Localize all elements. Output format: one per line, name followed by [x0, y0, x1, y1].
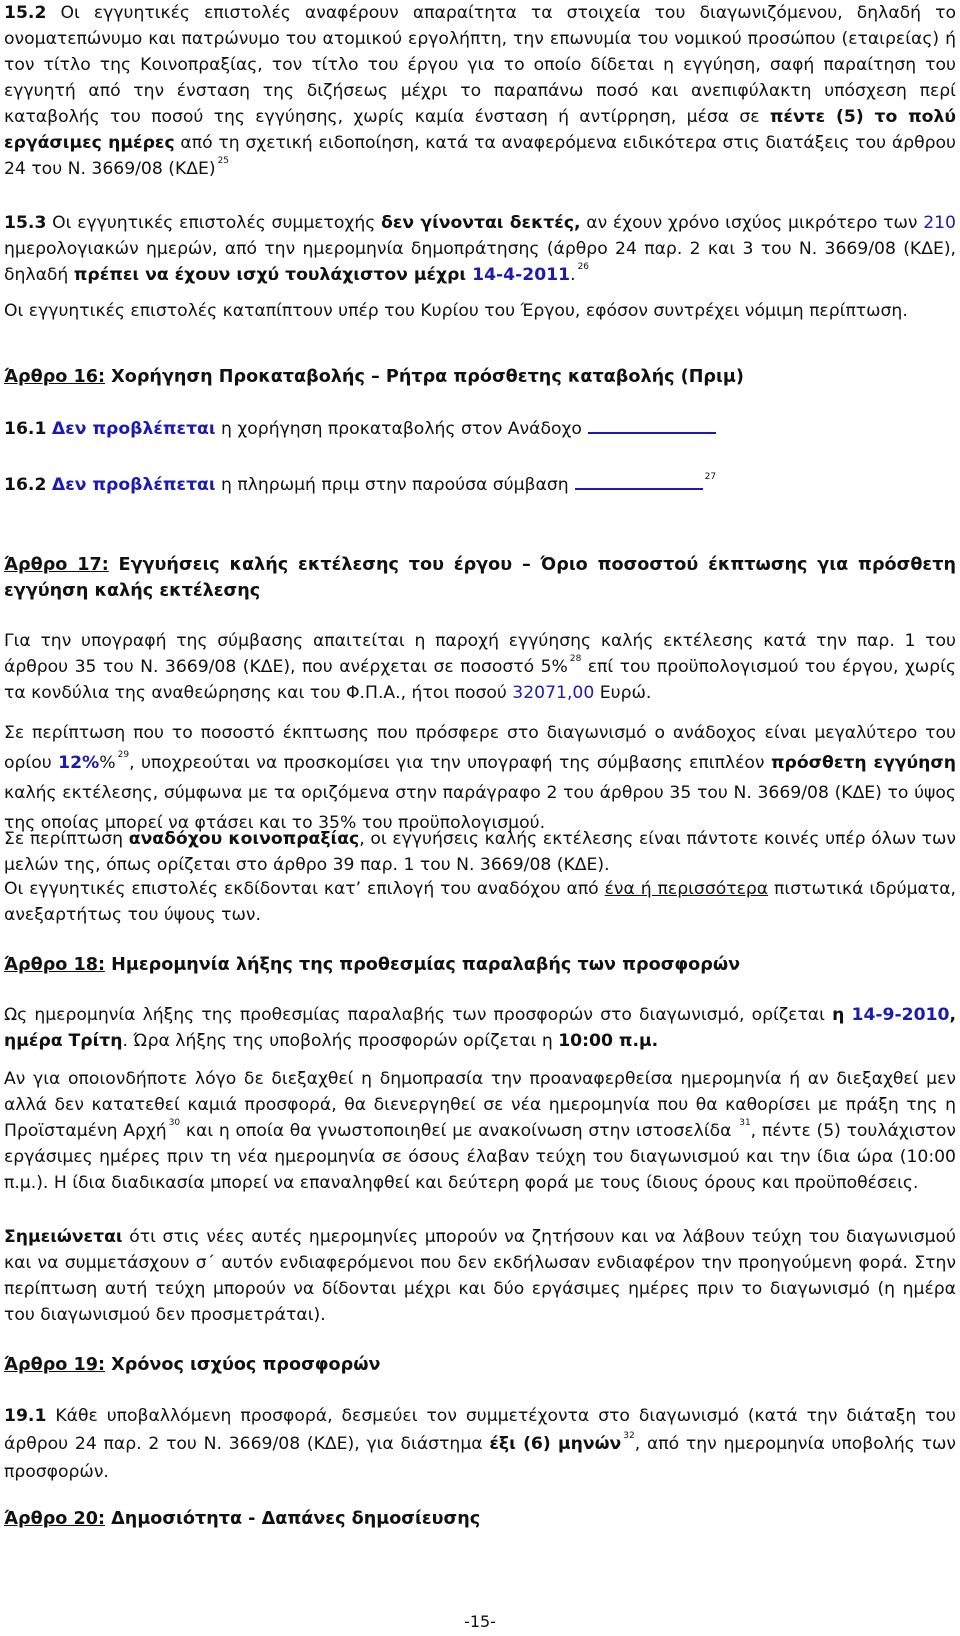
footnote-ref-27: 27 — [704, 472, 717, 483]
footnote-ref-30: 30 — [168, 1118, 181, 1129]
paragraph-16-1: 16.1 Δεν προβλέπεται η χορήγηση προκαταβολής στον Ανάδοχο — [4, 416, 956, 442]
article-17-heading: Άρθρο 17: Εγγυήσεις καλής εκτέλεσης του έργου – Όριο ποσοστού έκπτωσης για πρόσθετη εγγύηση καλής εκτέλεσης — [4, 555, 956, 601]
footnote-ref-31: 31 — [739, 1118, 751, 1129]
paragraph-18-2: Αν για οποιονδήποτε λόγο δε διεξαχθεί η δημοπρασία την προαναφερθείσα ημερομηνία ή αν διεξαχθεί μεν αλλά δεν κατατεθεί καμιά προσφορά, θα διενεργηθεί σε νέα ημερομηνία που θα καθορίσει με πράξη της η Προϊσταμένη Αρχή $^{30}$ και η οποία θα γνωστοποιηθεί με ανακοίνωση στην ιστοσελίδα $^{31}$, πέντε (5) τουλάχιστον εργάσιμες ημέρες πριν τη νέα ημερομηνία σε όσους έλαβαν τεύχη του διαγωνισμού και την ίδια ώρα (10:00 π.μ.). Η ίδια διαδικασία μπορεί να επαναληφθεί και δεύτερη φορά με τους ίδιους όρους και προϋποθέσεις. — [4, 1069, 956, 1193]
paragraph-19-1: 19.1 Κάθε υποβαλλόμενη προσφορά, δεσμεύει τον συμμετέχοντα στο διαγωνισμό (κατά την διάταξη του άρθρου 24 παρ. 2 του Ν. 3669/08 (ΚΔΕ), για διάστημα έξι (6) μηνών $^{32}$, από την ημερομηνία υποβολής των προσφορών. — [4, 1406, 956, 1482]
paragraph-15-3: 15.3 Οι εγγυητικές επιστολές συμμετοχής δεν γίνονται δεκτές, αν έχουν χρόνο ισχύος μικρότερο των 210 ημερολογιακών ημερών, από την ημερομηνία δημοπράτησης (άρθρο 24 παρ. 2 και 3 του Ν. 3669/08 (ΚΔΕ), δηλαδή πρέπει να έχουν ισχύ τουλάχιστον μέχρι 14-4-2011. $^{26}$ — [4, 213, 956, 285]
footnote-ref-25: 25 — [217, 156, 230, 167]
article-19-heading: Άρθρο 19: Χρόνος ισχύος προσφορών — [4, 1355, 381, 1375]
article-16-heading: Άρθρο 16: Χορήγηση Προκαταβολής – Ρήτρα πρόσθετης καταβολής (Πριμ) — [4, 367, 744, 387]
blank-line — [575, 474, 703, 490]
paragraph-17-1: Για την υπογραφή της σύμβασης απαιτείται η παροχή εγγύησης καλής εκτέλεσης κατά την παρ. 1 του άρθρου 35 του Ν. 3669/08 (ΚΔΕ), που ανέρχεται σε ποσοστό 5% $^{28}$ επί του προϋπολογισμού του έργου, χωρίς τα κονδύλια της αναθεώρησης και του Φ.Π.Α., ήτοι ποσού 32071,00 Ευρώ. — [4, 631, 956, 703]
blank-line — [588, 418, 716, 434]
footnote-ref-29: 29 — [117, 750, 130, 761]
paragraph-forfeit: Οι εγγυητικές επιστολές καταπίπτουν υπέρ του Κυρίου του Έργου, εφόσον συντρέχει νόμιμη περίπτωση. — [4, 301, 908, 321]
footnote-ref-32: 32 — [623, 1431, 635, 1442]
page-number: -15- — [464, 1612, 496, 1631]
article-18-heading: Άρθρο 18: Ημερομηνία λήξης της προθεσμίας παραλαβής των προσφορών — [4, 955, 741, 975]
footnote-ref-28: 28 — [569, 654, 582, 665]
article-20-heading: Άρθρο 20: Δημοσιότητα - Δαπάνες δημοσίευσης — [4, 1509, 481, 1529]
paragraph-18-3: Σημειώνεται ότι στις νέες αυτές ημερομηνίες μπορούν να ζητήσουν και να λάβουν τεύχη του διαγωνισμού και να συμμετάσχουν σ΄ αυτόν ενδιαφερόμενοι που δεν εκδήλωσαν ενδιαφέρον την προηγούμενη φορά. Στην περίπτωση αυτή τεύχη μπορούν να δίδονται μέχρι και δύο εργάσιμες ημέρες πριν το διαγωνισμό (η ημέρα του διαγωνισμού δεν προσμετράται). — [4, 1227, 956, 1325]
paragraph-17-3: Σε περίπτωση αναδόχου κοινοπραξίας, οι εγγυήσεις καλής εκτέλεσης είναι πάντοτε κοινές υπέρ όλων των μελών της, όπως ορίζεται στο άρθρο 39 παρ. 1 του Ν. 3669/08 (ΚΔΕ). — [4, 829, 956, 875]
paragraph-17-2: Σε περίπτωση που το ποσοστό έκπτωσης που πρόσφερε στο διαγωνισμό ο ανάδοχος είναι μεγαλύτερο του ορίου 12%% $^{29}$, υποχρεούται να προσκομίσει για την υπογραφή της σύμβασης επιπλέον πρόσθετη εγγύηση καλής εκτέλεσης, σύμφωνα με τα οριζόμενα στην παράγραφο 2 του άρθρου 35 του Ν. 3669/08 (ΚΔΕ) το ύψος της οποίας μπορεί να φτάσει και το 35% του προϋπολογισμού. — [4, 723, 957, 833]
paragraph-15-2: 15.2 Οι εγγυητικές επιστολές αναφέρουν απαραίτητα τα στοιχεία του διαγωνιζόμενου, δηλαδή το ονοματεπώνυμο και πατρώνυμο του ατομικού εργολήπτη, την επωνυμία του νομικού προσώπου (εταιρείας) ή τον τίτλο της Κοινοπραξίας, τον τίτλο του έργου για το οποίο δίδεται η εγγύηση, σαφή παραίτηση του εγγυητή από την ένσταση της διζήσεως μέχρι το παραπάνω ποσό και ανεπιφύλακτη υπόσχεση περί καταβολής του ποσού της εγγύησης, χωρίς καμία ένσταση ή αντίρρηση, μέσα σε πέντε (5) το πολύ εργάσιμες ημέρες από τη σχετική ειδοποίηση, κατά τα αναφερόμενα ειδικότερα στις διατάξεις του άρθρου 24 του Ν. 3669/08 (ΚΔΕ) $^{25}$ — [4, 3, 956, 179]
paragraph-18-1: Ως ημερομηνία λήξης της προθεσμίας παραλαβής των προσφορών στο διαγωνισμό, ορίζεται η 14-9-2010, ημέρα Τρίτη. Ώρα λήξης της υποβολής προσφορών ορίζεται η 10:00 π.μ. — [4, 1005, 956, 1051]
footnote-ref-26: 26 — [577, 262, 590, 273]
paragraph-17-4: Οι εγγυητικές επιστολές εκδίδονται κατ’ επιλογή του αναδόχου από ένα ή περισσότερα πιστωτικά ιδρύματα, ανεξαρτήτως του ύψους των. — [4, 879, 956, 925]
paragraph-16-2: 16.2 Δεν προβλέπεται η πληρωμή πριμ στην παρούσα σύμβαση $^{27}$ — [4, 472, 717, 495]
